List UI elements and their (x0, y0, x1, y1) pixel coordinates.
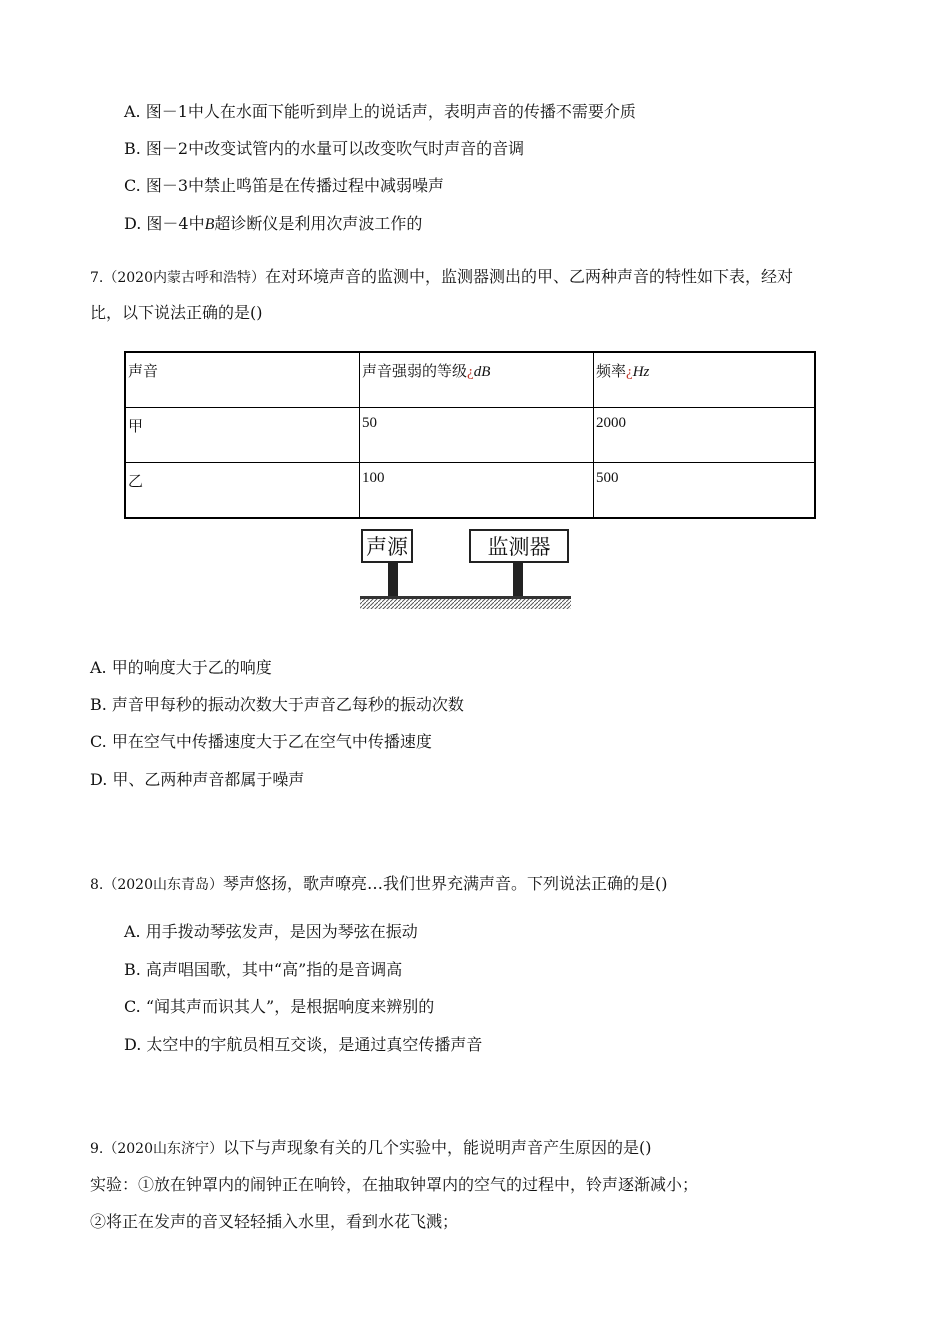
q8-option-c: C. “闻其声而识其人”，是根据响度来辨别的 (124, 997, 435, 1016)
q9-experiment-1: 实验：①放在钟罩内的闹钟正在响铃，在抽取钟罩内的空气的过程中，铃声逐渐减小； (90, 1175, 699, 1194)
q7-number: 7. (90, 270, 104, 286)
q8-option-b: B. 高声唱国歌，其中“高”指的是音调高 (124, 960, 403, 979)
table-cell: 2000 (594, 408, 816, 463)
ground-hatch (360, 599, 571, 609)
q8-number: 8. (90, 877, 104, 893)
unit-hz: Hz (632, 364, 650, 380)
q8-stem-text: 琴声悠扬，歌声嘹亮…我们世界充满声音。下列说法正确的是() (223, 874, 668, 893)
q7-stem-text: 在对环境声音的监测中，监测器测出的甲、乙两种声音的特性如下表，经对 (265, 267, 794, 286)
table-header-cell: 声音 (125, 352, 360, 408)
monitor-post (513, 562, 523, 596)
source-label: 声源 (366, 535, 408, 559)
table-header-row (125, 352, 815, 408)
q6-option-d-variable: B (204, 216, 215, 233)
table-row (125, 463, 815, 519)
table-row (125, 408, 815, 463)
unit-glyph: ¿ (626, 364, 633, 380)
unit-db: dB (473, 364, 491, 380)
table-cell: 甲 (125, 408, 360, 463)
table-header-cell: 频率¿Hz (594, 352, 816, 408)
q9-source: （2020山东济宁） (103, 1141, 223, 1157)
q7-stem-line2: 比，以下说法正确的是() (90, 303, 263, 322)
q7-option-c: C. 甲在空气中传播速度大于乙在空气中传播速度 (90, 732, 432, 751)
source-post (388, 562, 398, 596)
q7-option-d: D. 甲、乙两种声音都属于噪声 (90, 770, 305, 789)
q9-stem (90, 1137, 652, 1160)
q7-data-table (124, 351, 816, 519)
q6-option-d-rest: 超诊断仪是利用次声波工作的 (214, 214, 423, 233)
q8-source: （2020山东青岛） (103, 877, 223, 893)
table-cell: 乙 (125, 463, 360, 519)
unit-glyph: ¿ (467, 364, 474, 380)
q6-option-a: A. 图－1中人在水面下能听到岸上的说话声，表明声音的传播不需要介质 (124, 102, 636, 121)
q9-stem-text: 以下与声现象有关的几个实验中，能说明声音产生原因的是() (223, 1138, 652, 1157)
ground-line (360, 596, 571, 599)
table-cell: 100 (360, 463, 594, 519)
sound-monitor-figure (358, 526, 573, 616)
q9-number: 9. (90, 1141, 104, 1157)
q6-option-d (124, 213, 422, 236)
q6-option-b: B. 图－2中改变试管内的水量可以改变吹气时声音的音调 (124, 139, 525, 158)
q7-source: （2020内蒙古呼和浩特） (103, 270, 265, 286)
q7-option-a: A. 甲的响度大于乙的响度 (90, 658, 272, 677)
table-header-cell: 声音强弱的等级¿dB (360, 352, 594, 408)
table-cell: 50 (360, 408, 594, 463)
q8-option-d: D. 太空中的宇航员相互交谈，是通过真空传播声音 (124, 1035, 483, 1054)
table-cell: 500 (594, 463, 816, 519)
q8-stem (90, 873, 668, 896)
q7-stem-line1 (90, 266, 793, 289)
q8-option-a: A. 用手拨动琴弦发声，是因为琴弦在振动 (124, 922, 418, 941)
q7-option-b: B. 声音甲每秒的振动次数大于声音乙每秒的振动次数 (90, 695, 464, 714)
q6-option-c: C. 图－3中禁止鸣笛是在传播过程中减弱噪声 (124, 176, 445, 195)
monitor-label: 监测器 (487, 535, 551, 559)
q9-experiment-2: ②将正在发声的音叉轻轻插入水里，看到水花飞溅； (90, 1212, 459, 1231)
q6-option-d-prefix: D. 图－4中 (124, 214, 205, 233)
